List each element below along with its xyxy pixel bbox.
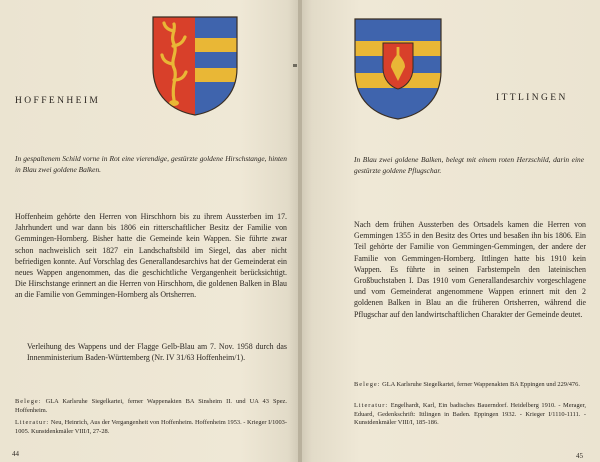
hoffenheim-shield-icon: [152, 16, 238, 116]
book-gutter: [298, 0, 302, 462]
margin-mark: [293, 64, 297, 67]
page-number-right: 45: [576, 452, 583, 460]
town-name-hoffenheim: HOFFENHEIM: [15, 96, 101, 106]
blazon-ittlingen: In Blau zwei goldene Balken, belegt mit einem roten Herzschild, darin eine gestürzte goldene Pflugschar.: [354, 155, 584, 175]
history-text-ittlingen: Nach dem frühen Aussterben des Ortsadels kamen die Herren von Gemmingen 1355 in den Besitz des Ortes und besaßen ihn bis 1806. Ein Teil gehörte der Familie von Gemmingen-Gemmingen, der andere der Familie von Gemmingen-Hornberg. Ittlingen hatte bis 1910 kein Wappen. Es führte in seinen Farbstempeln den lateinischen Großbuchstaben I. Das 1910 vom Generallandesarchiv vorgeschlagene und vom Gemeinderat angenommene Wappen erinnert mit den 2 goldenen Balken in Blau an die früheren Ortsherren, während die Pflugschar auf den landwirtschaftlichen Charakter der Gemeinde deutet.: [354, 220, 586, 319]
town-name-ittlingen: ITTLINGEN: [496, 93, 568, 103]
page-number-left: 44: [12, 450, 19, 458]
right-page: [300, 0, 600, 462]
belege-label: Belege:: [15, 398, 42, 405]
literatur-label: Literatur:: [15, 419, 50, 426]
blazon-hoffenheim: In gespaltenem Schild vorne in Rot eine vierendige, gestürzte goldene Hirschstange, hinten in Blau zwei goldene Balken.: [15, 154, 287, 174]
belege-text: GLA Karlsruhe Siegelkartei, ferner Wappenakten BA Sinsheim II. und UA 43 Spez. Hoffenheim.: [15, 398, 287, 414]
literatur-ittlingen: [354, 402, 586, 428]
ittlingen-shield-icon: [354, 18, 442, 120]
history-text-hoffenheim: Hoffenheim gehörte den Herren von Hirschhorn bis zu ihrem Aussterben im 17. Jahrhundert und war dann bis 1806 ein ritterschaftlicher Besitz der Familie von Gemmingen-Hornberg. Bisher hatte die Gemeinde kein Wappen. Sie führte zwar schon nachweislich seit 1827 ein Landschaftsbild im Siegel, das aber nicht befriedigen konnte. Auf Vorschlag des Generallandesarchivs hat der Gemeinderat ein neues Wappen angenommen, das die geschichtliche Vergangenheit berücksichtigt. Die Hirschstange erinnert an die Herren von Hirschhorn, die goldenen Balken in Blau an die Familie von Gemmingen-Hornberg als Ortsherren.: [15, 212, 287, 300]
hoffenheim-coat-of-arms: [152, 16, 238, 116]
belege-text: GLA Karlsruhe Siegelkartei, ferner Wappenakten BA Eppingen und 229/476.: [382, 381, 580, 388]
literatur-text: Engelhardt, Karl, Ein badisches Bauerndorf. Heidelberg 1910. - Merager, Eduard, Gedenkschrift: Ittlingen in Baden. Eppingen 1932. - Krieger I/1110-1111. - Kunstdenkmäler VIII/I, 185-186.: [354, 402, 586, 427]
belege-hoffenheim: [15, 398, 287, 415]
literatur-text: Neu, Heinrich, Aus der Vergangenheit von Hoffenheim. Hoffenheim 1953. - Krieger I/1003-1005. Kunstdenkmäler VIII/I, 27-28.: [15, 419, 287, 435]
belege-ittlingen: [354, 381, 586, 390]
belege-label: Belege:: [354, 381, 381, 388]
literatur-label: Literatur:: [354, 402, 389, 409]
ittlingen-coat-of-arms: [354, 18, 442, 120]
grant-text-hoffenheim: Verleihung des Wappens und der Flagge Gelb-Blau am 7. Nov. 1958 durch das Innenministerium Baden-Württemberg (Nr. IV 31/63 Hoffenheim/1).: [27, 342, 287, 363]
literatur-hoffenheim: [15, 419, 287, 436]
